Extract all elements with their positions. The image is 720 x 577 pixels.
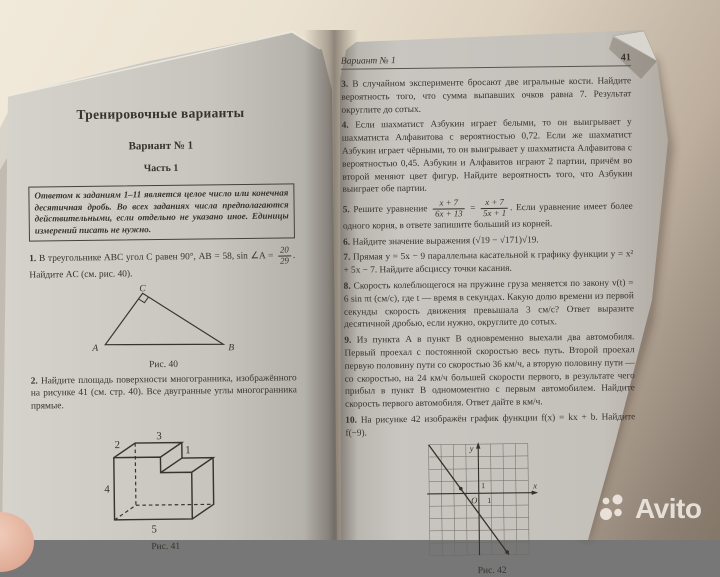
figure-42-caption: Рис. 42 [477, 565, 507, 576]
running-title: Вариант № 1 [340, 56, 396, 67]
problem-10-number: 10. [345, 415, 357, 426]
fraction-numerator: 20 [279, 244, 289, 255]
problem-1 [29, 246, 295, 283]
avito-watermark [596, 492, 701, 526]
problem-4-text: Если шахматист Азбукин играет белыми, то он выигрывает у шахматиста Алфавитова с вероятностью 0,72. Если же шахматист Азбукин играет чёрными, то он выигрывает у шахматиста Алфавитова с вероятностью 0,45. Азбукин и Алфавитов играют 2 партии, причём во второй меняют цвет фигур. Найдите вероятность того, что Азбукин выиграет обе партии. [341, 117, 633, 196]
vertex-a-label: A [92, 343, 99, 354]
problem-2-number: 2. [30, 376, 38, 387]
problem-4 [342, 117, 633, 197]
vertex-c-label: C [139, 283, 146, 294]
equals-sign: = [470, 203, 476, 214]
right-page-content [341, 52, 637, 577]
problem-10-text: На рисунке 42 изображён график функции f(x) = kx + b. Найдите f(−9). [345, 412, 636, 439]
dim-label-5: 5 [151, 523, 157, 537]
problem-8 [344, 277, 635, 332]
problem-7 [343, 249, 633, 278]
vertex-b-label: B [228, 342, 235, 353]
fraction-numerator: x + 7 [439, 197, 459, 208]
problem-5 [343, 196, 633, 233]
problem-6 [343, 233, 633, 249]
avito-watermark-text: Avito [635, 493, 702, 524]
dim-label-2: 2 [114, 439, 121, 452]
fraction-denominator: 29 [278, 256, 291, 267]
y-axis-label: y [469, 442, 474, 453]
origin-label: O [471, 494, 478, 505]
problem-5-number: 5. [342, 205, 350, 216]
dim-label-4: 4 [104, 483, 110, 496]
part-title: Часть 1 [143, 162, 179, 175]
page-number: 41 [620, 52, 631, 64]
problem-6-text: Найдите значение выражения (√19 − √171)√19. [350, 235, 539, 248]
unit-x-label: 1 [487, 495, 492, 505]
figure-40 [30, 282, 297, 371]
problem-4-number: 4. [341, 121, 349, 132]
line-graph-figure [415, 441, 568, 561]
equation-fraction-left [433, 198, 465, 219]
problem-6-number: 6. [343, 237, 351, 248]
problem-8-text: Скорость колеблющегося на пружине груза меняется по закону v(t) = 6 sin πt (см/с), где t — время в секундах. Какую долю времени из первой секунды скорость движения превышала 3 см/с? Ответ выразите десятичной дробью, если нужно, округлите до сотых. [343, 278, 634, 331]
fraction-20-29 [278, 246, 291, 267]
left-page-content [27, 92, 299, 554]
problem-2 [31, 372, 297, 413]
problem-9 [344, 331, 635, 411]
problem-9-number: 9. [344, 335, 352, 347]
problem-10 [345, 411, 635, 440]
problem-7-number: 7. [343, 253, 351, 264]
figure-40-caption: Рис. 40 [149, 359, 178, 370]
problem-3-text: В случайном эксперименте бросают две игральные кости. Найдите вероятность того, что сумма выпавших очков равна 7. Результат округлите до сотых. [341, 76, 632, 116]
variant-title: Вариант № 1 [128, 139, 194, 153]
running-header [341, 52, 631, 70]
problem-2-text: Найдите площадь поверхности многогранника, изображённого на рисунке 41 (см. стр. 40). Все двугранные углы многогранника прямые. [30, 373, 297, 412]
x-axis-label: x [533, 480, 538, 491]
problem-5-text-post: . Если уравнение имеет более одного корня, в ответе запишите больший из корней. [342, 201, 633, 232]
instruction-box: Ответом к заданиям 1–11 является целое число или конечная десятичная дробь. Во всех заданиях числа предполагаются действительными, если отдельно не указано иное. Единицы измерений писать не нужно. [28, 183, 295, 242]
triangle-figure [83, 283, 244, 355]
problem-7-text: Прямая y = 5x − 9 параллельна касательной к графику функции y = x² + 5x − 7. Найдите абсциссу точки касания. [343, 249, 634, 277]
problem-3 [341, 75, 631, 117]
fraction-numerator: x + 7 [485, 196, 504, 208]
problem-9-text: Из пункта A в пункт B одновременно выехали два автомобиля. Первый проехал с постоянной скоростью весь путь. Второй проехал первую половину пути со скоростью 36 км/ч, а вторую половину пути — со скоростью, на 24 км/ч большей скорости первого, в результате чего прибыл в пункт B одномоментно с первым автомобилем. Найдите скорость первого автомобиля. Ответ дайте в км/ч. [344, 332, 635, 410]
section-title: Тренировочные варианты [76, 104, 245, 123]
figure-41-caption: Рис. 41 [151, 542, 181, 553]
fraction-denominator: 5x + 1 [481, 208, 508, 219]
unit-y-label: 1 [481, 480, 486, 490]
figure-42 [346, 440, 638, 577]
figure-41 [31, 413, 299, 554]
polyhedron-figure [101, 414, 228, 538]
problem-1-text-post: . Найдите AC (см. рис. 40). [29, 251, 296, 281]
problem-1-number: 1. [29, 254, 37, 265]
avito-logo-icon [596, 492, 630, 526]
problem-3-number: 3. [341, 79, 349, 90]
problem-1-text-pre: В треугольнике ABC угол C равен 90°, AB = 58, sin ∠A = [36, 251, 274, 265]
fraction-denominator: 6x + 13 [433, 208, 465, 219]
problem-5-text-pre: Решите уравнение [349, 204, 428, 216]
equation-fraction-right [481, 198, 508, 219]
problem-8-number: 8. [343, 281, 351, 292]
dim-label-3: 3 [156, 430, 162, 443]
dim-label-1: 1 [185, 444, 191, 457]
